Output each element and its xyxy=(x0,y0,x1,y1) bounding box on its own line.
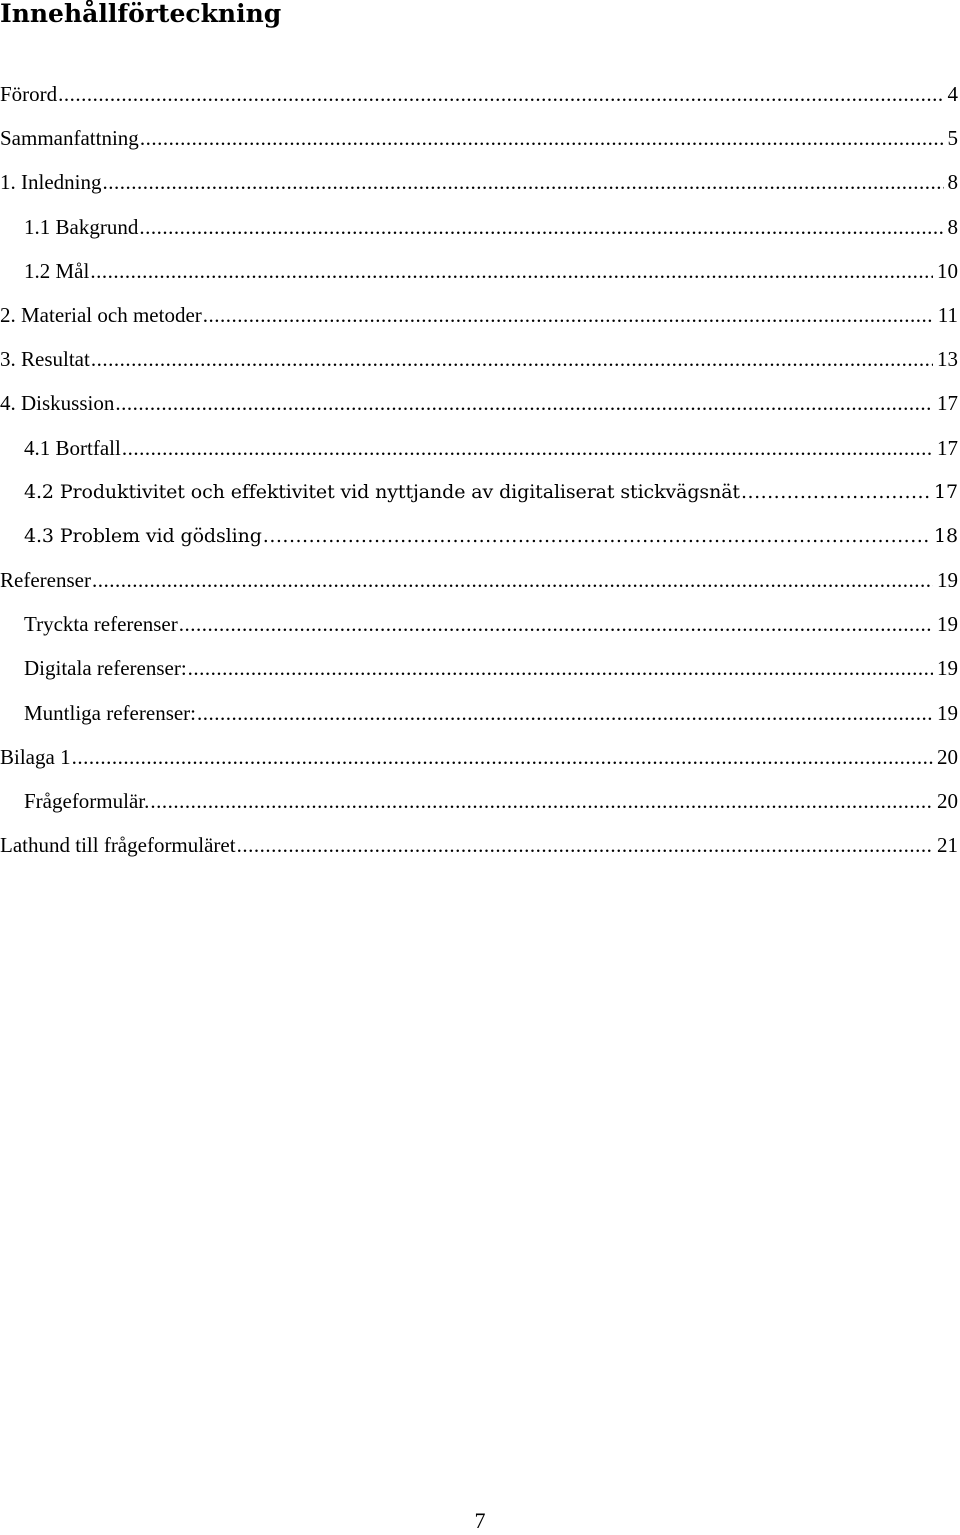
toc-entry-label: Digitala referenser: xyxy=(24,656,187,681)
toc-entry-page: 13 xyxy=(937,347,958,372)
dot-leader xyxy=(102,164,943,200)
dot-leader xyxy=(197,695,933,731)
toc-entry-label: Lathund till frågeformuläret xyxy=(0,833,236,858)
dot-leader xyxy=(122,430,933,466)
toc-entry[interactable] xyxy=(0,209,960,253)
toc-entry[interactable] xyxy=(0,253,960,297)
toc-entry-label: Frågeformulär. xyxy=(24,789,150,813)
toc-entry-label: 4. Diskussion xyxy=(0,391,115,416)
dot-leader xyxy=(90,253,933,289)
toc-entry-page: 19 xyxy=(937,568,958,593)
toc-entry[interactable] xyxy=(0,341,960,385)
toc-entry-page: 11 xyxy=(937,302,958,327)
toc-entry-label: 1. Inledning xyxy=(0,170,102,195)
dot-leader xyxy=(139,209,943,245)
toc-entry-page: 19 xyxy=(937,656,958,681)
toc-entry-page: 8 xyxy=(947,214,958,239)
toc-entry-label: Förord xyxy=(0,82,58,106)
toc-entry-label: 3. Resultat xyxy=(0,347,90,372)
toc-entry[interactable] xyxy=(0,650,960,694)
dot-leader xyxy=(150,783,933,819)
toc-entry[interactable] xyxy=(0,76,960,120)
toc-entry-page: 17 xyxy=(937,391,958,416)
toc-entry[interactable] xyxy=(0,385,960,429)
toc-entry[interactable] xyxy=(0,827,960,871)
dot-leader xyxy=(92,562,933,598)
toc-entry[interactable] xyxy=(0,518,960,562)
toc-entry-page: 8 xyxy=(947,170,958,195)
toc-entry[interactable] xyxy=(0,297,960,341)
toc-entry-label: Referenser xyxy=(0,568,91,593)
toc-entry-label: 4.2 Produktivitet och effektivitet vid nyttjande av digitaliserat stickvägsnät xyxy=(24,480,740,503)
dot-leader xyxy=(179,606,933,642)
toc-entry-page: 4 xyxy=(947,82,958,106)
toc-entry-label: 2. Material och metoder xyxy=(0,302,202,327)
dot-leader xyxy=(58,76,943,112)
dot-leader xyxy=(115,385,933,421)
toc-entry-label: Sammanfattning xyxy=(0,126,139,151)
toc-entry-label: Tryckta referenser xyxy=(24,612,178,637)
toc-entry[interactable] xyxy=(0,474,960,518)
toc-entry-page: 17 xyxy=(937,435,958,460)
toc-entry-label: 1.2 Mål xyxy=(24,258,90,283)
toc-entry-label: 4.1 Bortfall xyxy=(24,435,121,460)
toc-entry-page: 17 xyxy=(934,480,958,503)
page-number: 7 xyxy=(474,1508,486,1533)
dot-leader xyxy=(237,827,933,863)
dot-leader xyxy=(188,650,933,686)
table-of-contents xyxy=(0,76,960,871)
toc-entry-page: 5 xyxy=(947,126,958,151)
dot-leader xyxy=(263,518,930,554)
toc-entry[interactable] xyxy=(0,606,960,650)
toc-entry[interactable] xyxy=(0,695,960,739)
toc-entry[interactable] xyxy=(0,562,960,606)
toc-entry[interactable] xyxy=(0,783,960,827)
toc-entry-label: Muntliga referenser: xyxy=(24,700,197,725)
toc-entry-page: 20 xyxy=(937,744,958,769)
toc-entry-page: 19 xyxy=(937,612,958,637)
dot-leader xyxy=(203,297,934,333)
dot-leader xyxy=(91,341,933,377)
dot-leader xyxy=(140,120,944,156)
dot-leader xyxy=(72,739,933,775)
toc-entry[interactable] xyxy=(0,430,960,474)
toc-entry-label: 4.3 Problem vid gödsling xyxy=(24,524,262,547)
toc-entry-page: 21 xyxy=(937,833,958,858)
toc-entry-page: 10 xyxy=(937,258,958,283)
toc-entry-page: 18 xyxy=(934,524,958,547)
toc-entry-page: 20 xyxy=(937,789,958,813)
toc-entry[interactable] xyxy=(0,120,960,164)
toc-entry-label: 1.1 Bakgrund xyxy=(24,214,139,239)
toc-entry[interactable] xyxy=(0,739,960,783)
toc-entry-label: Bilaga 1 xyxy=(0,744,71,769)
toc-entry-page: 19 xyxy=(937,700,958,725)
dot-leader xyxy=(741,474,930,510)
page-title: Innehållförteckning xyxy=(0,0,282,28)
toc-entry[interactable] xyxy=(0,164,960,208)
